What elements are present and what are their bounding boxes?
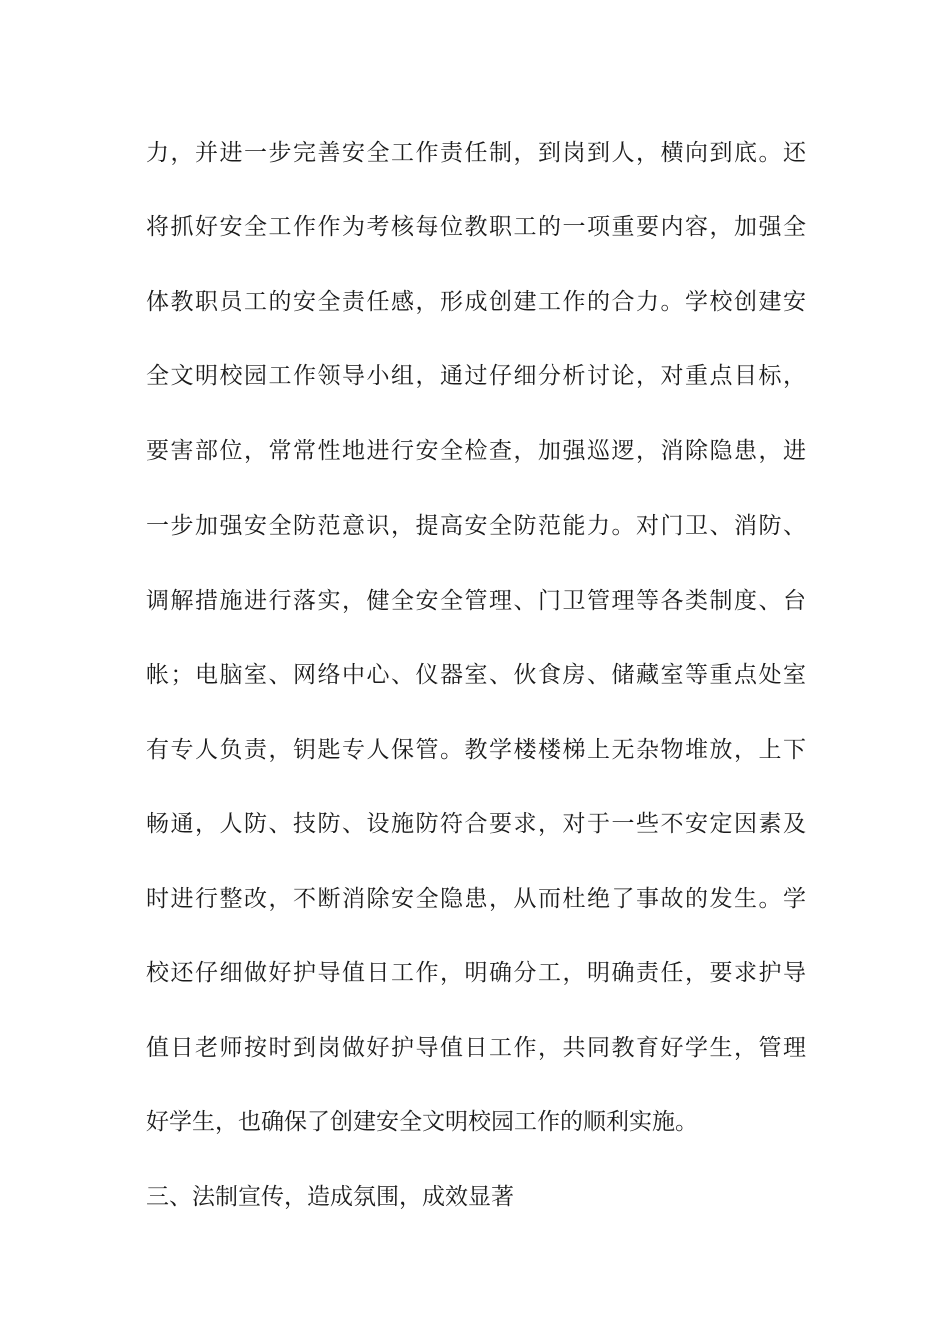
paragraph-line: 调解措施进行落实，健全安全管理、门卫管理等各类制度、台: [146, 588, 806, 614]
paragraph-line: 力，并进一步完善安全工作责任制，到岗到人，横向到底。还: [146, 140, 806, 166]
paragraph-line: 值日老师按时到岗做好护导值日工作，共同教育好学生，管理: [146, 1035, 806, 1061]
paragraph-line: 好学生，也确保了创建安全文明校园工作的顺利实施。: [146, 1109, 698, 1135]
paragraph-line: 要害部位，常常性地进行安全检查，加强巡逻，消除隐患，进: [146, 438, 806, 464]
section-heading: 三、法制宣传，造成氛围，成效显著: [146, 1184, 514, 1210]
paragraph-line: 校还仔细做好护导值日工作，明确分工，明确责任，要求护导: [146, 960, 806, 986]
paragraph-line: 一步加强安全防范意识，提高安全防范能力。对门卫、消防、: [146, 513, 806, 539]
paragraph-line: 体教职员工的安全责任感，形成创建工作的合力。学校创建安: [146, 289, 806, 315]
paragraph-line: 全文明校园工作领导小组，通过仔细分析讨论，对重点目标，: [146, 363, 806, 389]
paragraph-line: 畅通，人防、技防、设施防符合要求，对于一些不安定因素及: [146, 811, 806, 837]
paragraph-line: 有专人负责，钥匙专人保管。教学楼楼梯上无杂物堆放，上下: [146, 737, 806, 763]
paragraph-line: 时进行整改，不断消除安全隐患，从而杜绝了事故的发生。学: [146, 886, 806, 912]
paragraph-line: 帐；电脑室、网络中心、仪器室、伙食房、储藏室等重点处室: [146, 662, 806, 688]
paragraph-line: 将抓好安全工作作为考核每位教职工的一项重要内容，加强全: [146, 214, 806, 240]
